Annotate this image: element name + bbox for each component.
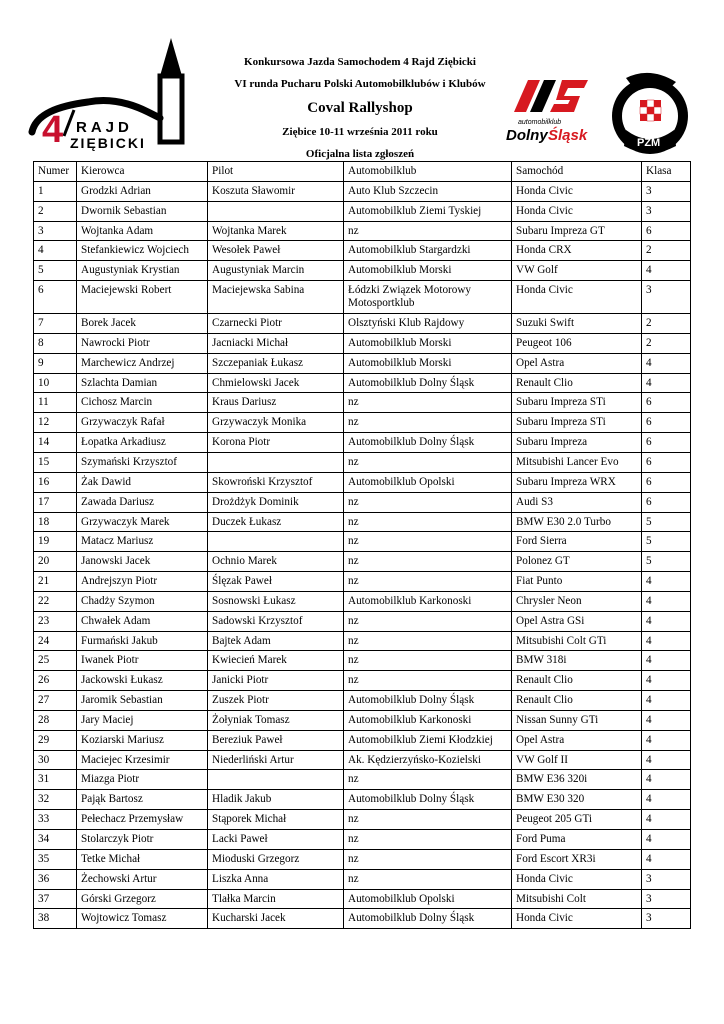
cell-automobilklub: nz bbox=[344, 532, 512, 552]
table-row bbox=[34, 909, 691, 929]
cell-automobilklub: nz bbox=[344, 849, 512, 869]
table-row bbox=[34, 281, 691, 314]
cell-samochod: Ford Escort XR3i bbox=[512, 849, 642, 869]
cell-samochod: Mitsubishi Lancer Evo bbox=[512, 452, 642, 472]
cell-pilot: Duczek Łukasz bbox=[208, 512, 344, 532]
cell-klasa: 6 bbox=[642, 393, 691, 413]
cell-samochod: Mitsubishi Colt GTi bbox=[512, 631, 642, 651]
cell-pilot: Niederliński Artur bbox=[208, 750, 344, 770]
cell-klasa: 6 bbox=[642, 433, 691, 453]
cell-kierowca: Jary Maciej bbox=[77, 710, 208, 730]
cell-kierowca: Szlachta Damian bbox=[77, 373, 208, 393]
cell-samochod: Fiat Punto bbox=[512, 572, 642, 592]
cell-automobilklub: Automobilklub Ziemi Tyskiej bbox=[344, 201, 512, 221]
cell-pilot: Chmielowski Jacek bbox=[208, 373, 344, 393]
cell-klasa: 4 bbox=[642, 790, 691, 810]
cell-kierowca: Grzywaczyk Marek bbox=[77, 512, 208, 532]
cell-numer: 28 bbox=[34, 710, 77, 730]
table-row bbox=[34, 433, 691, 453]
cell-numer: 10 bbox=[34, 373, 77, 393]
cell-klasa: 4 bbox=[642, 671, 691, 691]
cell-samochod: Peugeot 106 bbox=[512, 333, 642, 353]
cell-automobilklub: nz bbox=[344, 671, 512, 691]
cell-samochod: Opel Astra GSi bbox=[512, 611, 642, 631]
rajd-ziebicki-logo bbox=[28, 36, 208, 154]
table-row bbox=[34, 261, 691, 281]
table-row bbox=[34, 373, 691, 393]
cell-automobilklub: nz bbox=[344, 452, 512, 472]
cell-samochod: Renault Clio bbox=[512, 671, 642, 691]
cell-samochod: Honda Civic bbox=[512, 181, 642, 201]
cell-numer: 16 bbox=[34, 472, 77, 492]
table-row bbox=[34, 889, 691, 909]
cell-numer: 17 bbox=[34, 492, 77, 512]
table-row bbox=[34, 492, 691, 512]
cell-samochod: VW Golf bbox=[512, 261, 642, 281]
cell-samochod: Honda CRX bbox=[512, 241, 642, 261]
cell-automobilklub: nz bbox=[344, 413, 512, 433]
cell-pilot: Kwiecień Marek bbox=[208, 651, 344, 671]
cell-pilot: Koszuta Sławomir bbox=[208, 181, 344, 201]
pzm-text: PZM bbox=[637, 137, 661, 149]
cell-automobilklub: Automobilklub Stargardzki bbox=[344, 241, 512, 261]
cell-numer: 30 bbox=[34, 750, 77, 770]
cell-kierowca: Jaromik Sebastian bbox=[77, 691, 208, 711]
cell-numer: 4 bbox=[34, 241, 77, 261]
table-row bbox=[34, 181, 691, 201]
cell-pilot: Hladik Jakub bbox=[208, 790, 344, 810]
cell-numer: 8 bbox=[34, 333, 77, 353]
cell-pilot: Augustyniak Marcin bbox=[208, 261, 344, 281]
table-row bbox=[34, 830, 691, 850]
event-round: VI runda Pucharu Polski Automobilklubów i Klubów bbox=[234, 78, 486, 90]
table-row bbox=[34, 631, 691, 651]
cell-samochod: BMW E30 2.0 Turbo bbox=[512, 512, 642, 532]
cell-automobilklub: nz bbox=[344, 221, 512, 241]
table-body bbox=[34, 181, 691, 928]
cell-numer: 11 bbox=[34, 393, 77, 413]
cell-kierowca: Koziarski Mariusz bbox=[77, 730, 208, 750]
cell-pilot: Zuszek Piotr bbox=[208, 691, 344, 711]
cell-samochod: VW Golf II bbox=[512, 750, 642, 770]
cell-klasa: 4 bbox=[642, 611, 691, 631]
cell-samochod: Honda Civic bbox=[512, 281, 642, 314]
table-row bbox=[34, 671, 691, 691]
cell-samochod: Chrysler Neon bbox=[512, 591, 642, 611]
cell-pilot: Drożdżyk Dominik bbox=[208, 492, 344, 512]
cell-kierowca: Chwałek Adam bbox=[77, 611, 208, 631]
cell-klasa: 4 bbox=[642, 261, 691, 281]
cell-samochod: BMW 318i bbox=[512, 651, 642, 671]
cell-numer: 26 bbox=[34, 671, 77, 691]
cell-samochod: Opel Astra bbox=[512, 353, 642, 373]
cell-pilot: Janicki Piotr bbox=[208, 671, 344, 691]
cell-kierowca: Furmański Jakub bbox=[77, 631, 208, 651]
cell-numer: 19 bbox=[34, 532, 77, 552]
cell-kierowca: Pająk Bartosz bbox=[77, 790, 208, 810]
cell-automobilklub: Automobilklub Opolski bbox=[344, 889, 512, 909]
cell-pilot: Bajtek Adam bbox=[208, 631, 344, 651]
cell-klasa: 3 bbox=[642, 281, 691, 314]
cell-kierowca: Stefankiewicz Wojciech bbox=[77, 241, 208, 261]
cell-numer: 20 bbox=[34, 552, 77, 572]
cell-kierowca: Borek Jacek bbox=[77, 314, 208, 334]
cell-pilot: Jacniacki Michał bbox=[208, 333, 344, 353]
cell-automobilklub: Automobilklub Ziemi Kłodzkiej bbox=[344, 730, 512, 750]
cell-kierowca: Pełechacz Przemysław bbox=[77, 810, 208, 830]
cell-pilot: Skowroński Krzysztof bbox=[208, 472, 344, 492]
cell-pilot: Szczepaniak Łukasz bbox=[208, 353, 344, 373]
cell-klasa: 5 bbox=[642, 532, 691, 552]
table-row bbox=[34, 869, 691, 889]
cell-pilot: Liszka Anna bbox=[208, 869, 344, 889]
cell-numer: 32 bbox=[34, 790, 77, 810]
cell-samochod: Ford Puma bbox=[512, 830, 642, 850]
col-header-pilot: Pilot bbox=[208, 162, 344, 182]
cell-samochod: Subaru Impreza STi bbox=[512, 413, 642, 433]
cell-kierowca: Żechowski Artur bbox=[77, 869, 208, 889]
cell-kierowca: Andrejszyn Piotr bbox=[77, 572, 208, 592]
cell-kierowca: Żak Dawid bbox=[77, 472, 208, 492]
cell-pilot: Wesołek Paweł bbox=[208, 241, 344, 261]
cell-klasa: 4 bbox=[642, 849, 691, 869]
table-row bbox=[34, 651, 691, 671]
cell-samochod: Suzuki Swift bbox=[512, 314, 642, 334]
cell-kierowca: Szymański Krzysztof bbox=[77, 452, 208, 472]
cell-automobilklub: Automobilklub Opolski bbox=[344, 472, 512, 492]
table-row bbox=[34, 750, 691, 770]
cell-kierowca: Janowski Jacek bbox=[77, 552, 208, 572]
table-row bbox=[34, 353, 691, 373]
tower-spire bbox=[160, 38, 182, 76]
ziebicki-word: ZIĘBICKI bbox=[70, 135, 146, 151]
cell-pilot bbox=[208, 532, 344, 552]
cell-automobilklub: Automobilklub Dolny Śląsk bbox=[344, 433, 512, 453]
cell-klasa: 6 bbox=[642, 452, 691, 472]
cell-klasa: 2 bbox=[642, 241, 691, 261]
table-row bbox=[34, 201, 691, 221]
dolny-word: Dolny bbox=[506, 127, 548, 144]
cell-numer: 14 bbox=[34, 433, 77, 453]
cell-kierowca: Nawrocki Piotr bbox=[77, 333, 208, 353]
cell-automobilklub: Auto Klub Szczecin bbox=[344, 181, 512, 201]
event-sponsor-title: Coval Rallyshop bbox=[307, 100, 413, 116]
pzm-checkerboard bbox=[640, 100, 661, 121]
cell-numer: 3 bbox=[34, 221, 77, 241]
rajd-number: 4 bbox=[42, 109, 64, 151]
cell-numer: 36 bbox=[34, 869, 77, 889]
cell-kierowca: Zawada Dariusz bbox=[77, 492, 208, 512]
cell-pilot bbox=[208, 452, 344, 472]
cell-samochod: Peugeot 205 GTi bbox=[512, 810, 642, 830]
cell-automobilklub: Łódzki Związek Motorowy Motosportklub bbox=[344, 281, 512, 314]
cell-kierowca: Matacz Mariusz bbox=[77, 532, 208, 552]
cell-klasa: 4 bbox=[642, 710, 691, 730]
cell-numer: 18 bbox=[34, 512, 77, 532]
cell-kierowca: Tetke Michał bbox=[77, 849, 208, 869]
cell-kierowca: Cichosz Marcin bbox=[77, 393, 208, 413]
table-row bbox=[34, 241, 691, 261]
event-title: Konkursowa Jazda Samochodem 4 Rajd Ziębicki bbox=[244, 56, 476, 68]
cell-kierowca: Grodzki Adrian bbox=[77, 181, 208, 201]
cell-automobilklub: nz bbox=[344, 572, 512, 592]
col-header-samochod: Samochód bbox=[512, 162, 642, 182]
cell-klasa: 6 bbox=[642, 221, 691, 241]
cell-pilot: Ślęzak Paweł bbox=[208, 572, 344, 592]
cell-kierowca: Wojtowicz Tomasz bbox=[77, 909, 208, 929]
cell-numer: 34 bbox=[34, 830, 77, 850]
cell-klasa: 6 bbox=[642, 472, 691, 492]
cell-automobilklub: Automobilklub Dolny Śląsk bbox=[344, 373, 512, 393]
automobilklub-dolny-slask-logo bbox=[496, 74, 606, 154]
cell-kierowca: Marchewicz Andrzej bbox=[77, 353, 208, 373]
cell-numer: 29 bbox=[34, 730, 77, 750]
table-row bbox=[34, 333, 691, 353]
cell-numer: 23 bbox=[34, 611, 77, 631]
cell-pilot: Sadowski Krzysztof bbox=[208, 611, 344, 631]
cell-samochod: Subaru Impreza GT bbox=[512, 221, 642, 241]
cell-automobilklub: Automobilklub Morski bbox=[344, 353, 512, 373]
cell-klasa: 4 bbox=[642, 651, 691, 671]
cell-numer: 31 bbox=[34, 770, 77, 790]
cell-numer: 9 bbox=[34, 353, 77, 373]
cell-automobilklub: Automobilklub Morski bbox=[344, 261, 512, 281]
table-row bbox=[34, 730, 691, 750]
cell-automobilklub: Automobilklub Karkonoski bbox=[344, 591, 512, 611]
cell-automobilklub: Automobilklub Dolny Śląsk bbox=[344, 790, 512, 810]
cell-samochod: Subaru Impreza WRX bbox=[512, 472, 642, 492]
cell-numer: 25 bbox=[34, 651, 77, 671]
cell-klasa: 5 bbox=[642, 552, 691, 572]
col-header-automobilklub: Automobilklub bbox=[344, 162, 512, 182]
cell-kierowca: Maciejewski Robert bbox=[77, 281, 208, 314]
cell-samochod: BMW E30 320 bbox=[512, 790, 642, 810]
cell-samochod: Honda Civic bbox=[512, 201, 642, 221]
rajd-word: RAJD bbox=[76, 119, 133, 136]
cell-samochod: Subaru Impreza bbox=[512, 433, 642, 453]
document-header bbox=[210, 56, 510, 161]
cell-kierowca: Wojtanka Adam bbox=[77, 221, 208, 241]
cell-klasa: 4 bbox=[642, 572, 691, 592]
table-row bbox=[34, 810, 691, 830]
cell-kierowca: Maciejec Krzesimir bbox=[77, 750, 208, 770]
cell-automobilklub: nz bbox=[344, 869, 512, 889]
cell-klasa: 4 bbox=[642, 750, 691, 770]
table-row bbox=[34, 591, 691, 611]
table-row bbox=[34, 393, 691, 413]
cell-numer: 15 bbox=[34, 452, 77, 472]
cell-automobilklub: nz bbox=[344, 512, 512, 532]
table-row bbox=[34, 552, 691, 572]
cell-numer: 7 bbox=[34, 314, 77, 334]
dolny-small-text: automobilklub bbox=[518, 119, 562, 126]
table-row bbox=[34, 472, 691, 492]
cell-kierowca: Chadży Szymon bbox=[77, 591, 208, 611]
cell-pilot: Lacki Paweł bbox=[208, 830, 344, 850]
cell-samochod: Honda Civic bbox=[512, 909, 642, 929]
cell-numer: 2 bbox=[34, 201, 77, 221]
slask-word: Śląsk bbox=[548, 127, 588, 144]
cell-automobilklub: nz bbox=[344, 552, 512, 572]
cell-samochod: Nissan Sunny GTi bbox=[512, 710, 642, 730]
cell-numer: 33 bbox=[34, 810, 77, 830]
cell-numer: 24 bbox=[34, 631, 77, 651]
cell-automobilklub: nz bbox=[344, 492, 512, 512]
cell-klasa: 2 bbox=[642, 333, 691, 353]
cell-klasa: 3 bbox=[642, 909, 691, 929]
table-header-row bbox=[34, 162, 691, 182]
cell-numer: 22 bbox=[34, 591, 77, 611]
col-header-numer: Numer bbox=[34, 162, 77, 182]
table-row bbox=[34, 710, 691, 730]
stripe-red-s bbox=[550, 80, 588, 112]
cell-automobilklub: Automobilklub Karkonoski bbox=[344, 710, 512, 730]
cell-numer: 38 bbox=[34, 909, 77, 929]
cell-pilot: Kucharski Jacek bbox=[208, 909, 344, 929]
cell-pilot bbox=[208, 770, 344, 790]
cell-klasa: 3 bbox=[642, 869, 691, 889]
cell-samochod: Ford Sierra bbox=[512, 532, 642, 552]
cell-numer: 1 bbox=[34, 181, 77, 201]
pzm-logo bbox=[606, 68, 694, 160]
cell-automobilklub: Automobilklub Morski bbox=[344, 333, 512, 353]
cell-automobilklub: nz bbox=[344, 611, 512, 631]
cell-pilot: Korona Piotr bbox=[208, 433, 344, 453]
table-row bbox=[34, 413, 691, 433]
cell-pilot: Wojtanka Marek bbox=[208, 221, 344, 241]
cell-automobilklub: nz bbox=[344, 651, 512, 671]
table-row bbox=[34, 532, 691, 552]
cell-automobilklub: Automobilklub Dolny Śląsk bbox=[344, 909, 512, 929]
tower-body bbox=[160, 76, 182, 142]
cell-numer: 21 bbox=[34, 572, 77, 592]
cell-samochod: Mitsubishi Colt bbox=[512, 889, 642, 909]
cell-samochod: Opel Astra bbox=[512, 730, 642, 750]
cell-numer: 37 bbox=[34, 889, 77, 909]
cell-numer: 6 bbox=[34, 281, 77, 314]
cell-klasa: 4 bbox=[642, 591, 691, 611]
cell-samochod: Honda Civic bbox=[512, 869, 642, 889]
cell-automobilklub: nz bbox=[344, 810, 512, 830]
cell-klasa: 3 bbox=[642, 181, 691, 201]
cell-automobilklub: Olsztyński Klub Rajdowy bbox=[344, 314, 512, 334]
table-row bbox=[34, 691, 691, 711]
cell-kierowca: Grzywaczyk Rafał bbox=[77, 413, 208, 433]
table-row bbox=[34, 790, 691, 810]
cell-klasa: 4 bbox=[642, 810, 691, 830]
cell-pilot: Tlałka Marcin bbox=[208, 889, 344, 909]
car-window-line bbox=[64, 110, 74, 136]
table-row bbox=[34, 221, 691, 241]
cell-pilot: Kraus Dariusz bbox=[208, 393, 344, 413]
cell-automobilklub: Automobilklub Dolny Śląsk bbox=[344, 691, 512, 711]
cell-pilot: Maciejewska Sabina bbox=[208, 281, 344, 314]
cell-klasa: 4 bbox=[642, 730, 691, 750]
cell-klasa: 6 bbox=[642, 413, 691, 433]
table-row bbox=[34, 572, 691, 592]
cell-pilot: Sosnowski Łukasz bbox=[208, 591, 344, 611]
cell-kierowca: Augustyniak Krystian bbox=[77, 261, 208, 281]
cell-pilot: Grzywaczyk Monika bbox=[208, 413, 344, 433]
cell-numer: 5 bbox=[34, 261, 77, 281]
cell-samochod: Renault Clio bbox=[512, 373, 642, 393]
cell-numer: 35 bbox=[34, 849, 77, 869]
cell-kierowca: Iwanek Piotr bbox=[77, 651, 208, 671]
cell-klasa: 6 bbox=[642, 492, 691, 512]
cell-klasa: 4 bbox=[642, 691, 691, 711]
cell-pilot bbox=[208, 201, 344, 221]
cell-samochod: BMW E36 320i bbox=[512, 770, 642, 790]
cell-numer: 12 bbox=[34, 413, 77, 433]
cell-kierowca: Jackowski Łukasz bbox=[77, 671, 208, 691]
list-title: Oficjalna lista zgłoszeń bbox=[305, 148, 415, 160]
cell-automobilklub: Ak. Kędzierzyńsko-Kozielski bbox=[344, 750, 512, 770]
cell-pilot: Czarnecki Piotr bbox=[208, 314, 344, 334]
table-row bbox=[34, 314, 691, 334]
cell-klasa: 4 bbox=[642, 830, 691, 850]
cell-kierowca: Górski Grzegorz bbox=[77, 889, 208, 909]
col-header-klasa: Klasa bbox=[642, 162, 691, 182]
entries-table bbox=[33, 161, 691, 929]
cell-kierowca: Stolarczyk Piotr bbox=[77, 830, 208, 850]
cell-automobilklub: nz bbox=[344, 393, 512, 413]
cell-klasa: 4 bbox=[642, 770, 691, 790]
cell-samochod: Renault Clio bbox=[512, 691, 642, 711]
cell-kierowca: Miazga Piotr bbox=[77, 770, 208, 790]
table-row bbox=[34, 512, 691, 532]
cell-samochod: Polonez GT bbox=[512, 552, 642, 572]
table-row bbox=[34, 849, 691, 869]
cell-samochod: Subaru Impreza STi bbox=[512, 393, 642, 413]
cell-pilot: Bereziuk Paweł bbox=[208, 730, 344, 750]
cell-klasa: 3 bbox=[642, 201, 691, 221]
cell-klasa: 4 bbox=[642, 373, 691, 393]
cell-automobilklub: nz bbox=[344, 631, 512, 651]
cell-kierowca: Łopatka Arkadiusz bbox=[77, 433, 208, 453]
cell-klasa: 3 bbox=[642, 889, 691, 909]
col-header-kierowca: Kierowca bbox=[77, 162, 208, 182]
table-row bbox=[34, 611, 691, 631]
event-date: Ziębice 10-11 września 2011 roku bbox=[282, 126, 438, 138]
cell-klasa: 4 bbox=[642, 353, 691, 373]
table-row bbox=[34, 452, 691, 472]
cell-pilot: Ochnio Marek bbox=[208, 552, 344, 572]
cell-samochod: Audi S3 bbox=[512, 492, 642, 512]
cell-automobilklub: nz bbox=[344, 830, 512, 850]
cell-pilot: Żołyniak Tomasz bbox=[208, 710, 344, 730]
cell-pilot: Mioduski Grzegorz bbox=[208, 849, 344, 869]
table-row bbox=[34, 770, 691, 790]
cell-klasa: 4 bbox=[642, 631, 691, 651]
cell-klasa: 2 bbox=[642, 314, 691, 334]
cell-numer: 27 bbox=[34, 691, 77, 711]
cell-pilot: Stąporek Michał bbox=[208, 810, 344, 830]
cell-klasa: 5 bbox=[642, 512, 691, 532]
cell-automobilklub: nz bbox=[344, 770, 512, 790]
cell-kierowca: Dwornik Sebastian bbox=[77, 201, 208, 221]
